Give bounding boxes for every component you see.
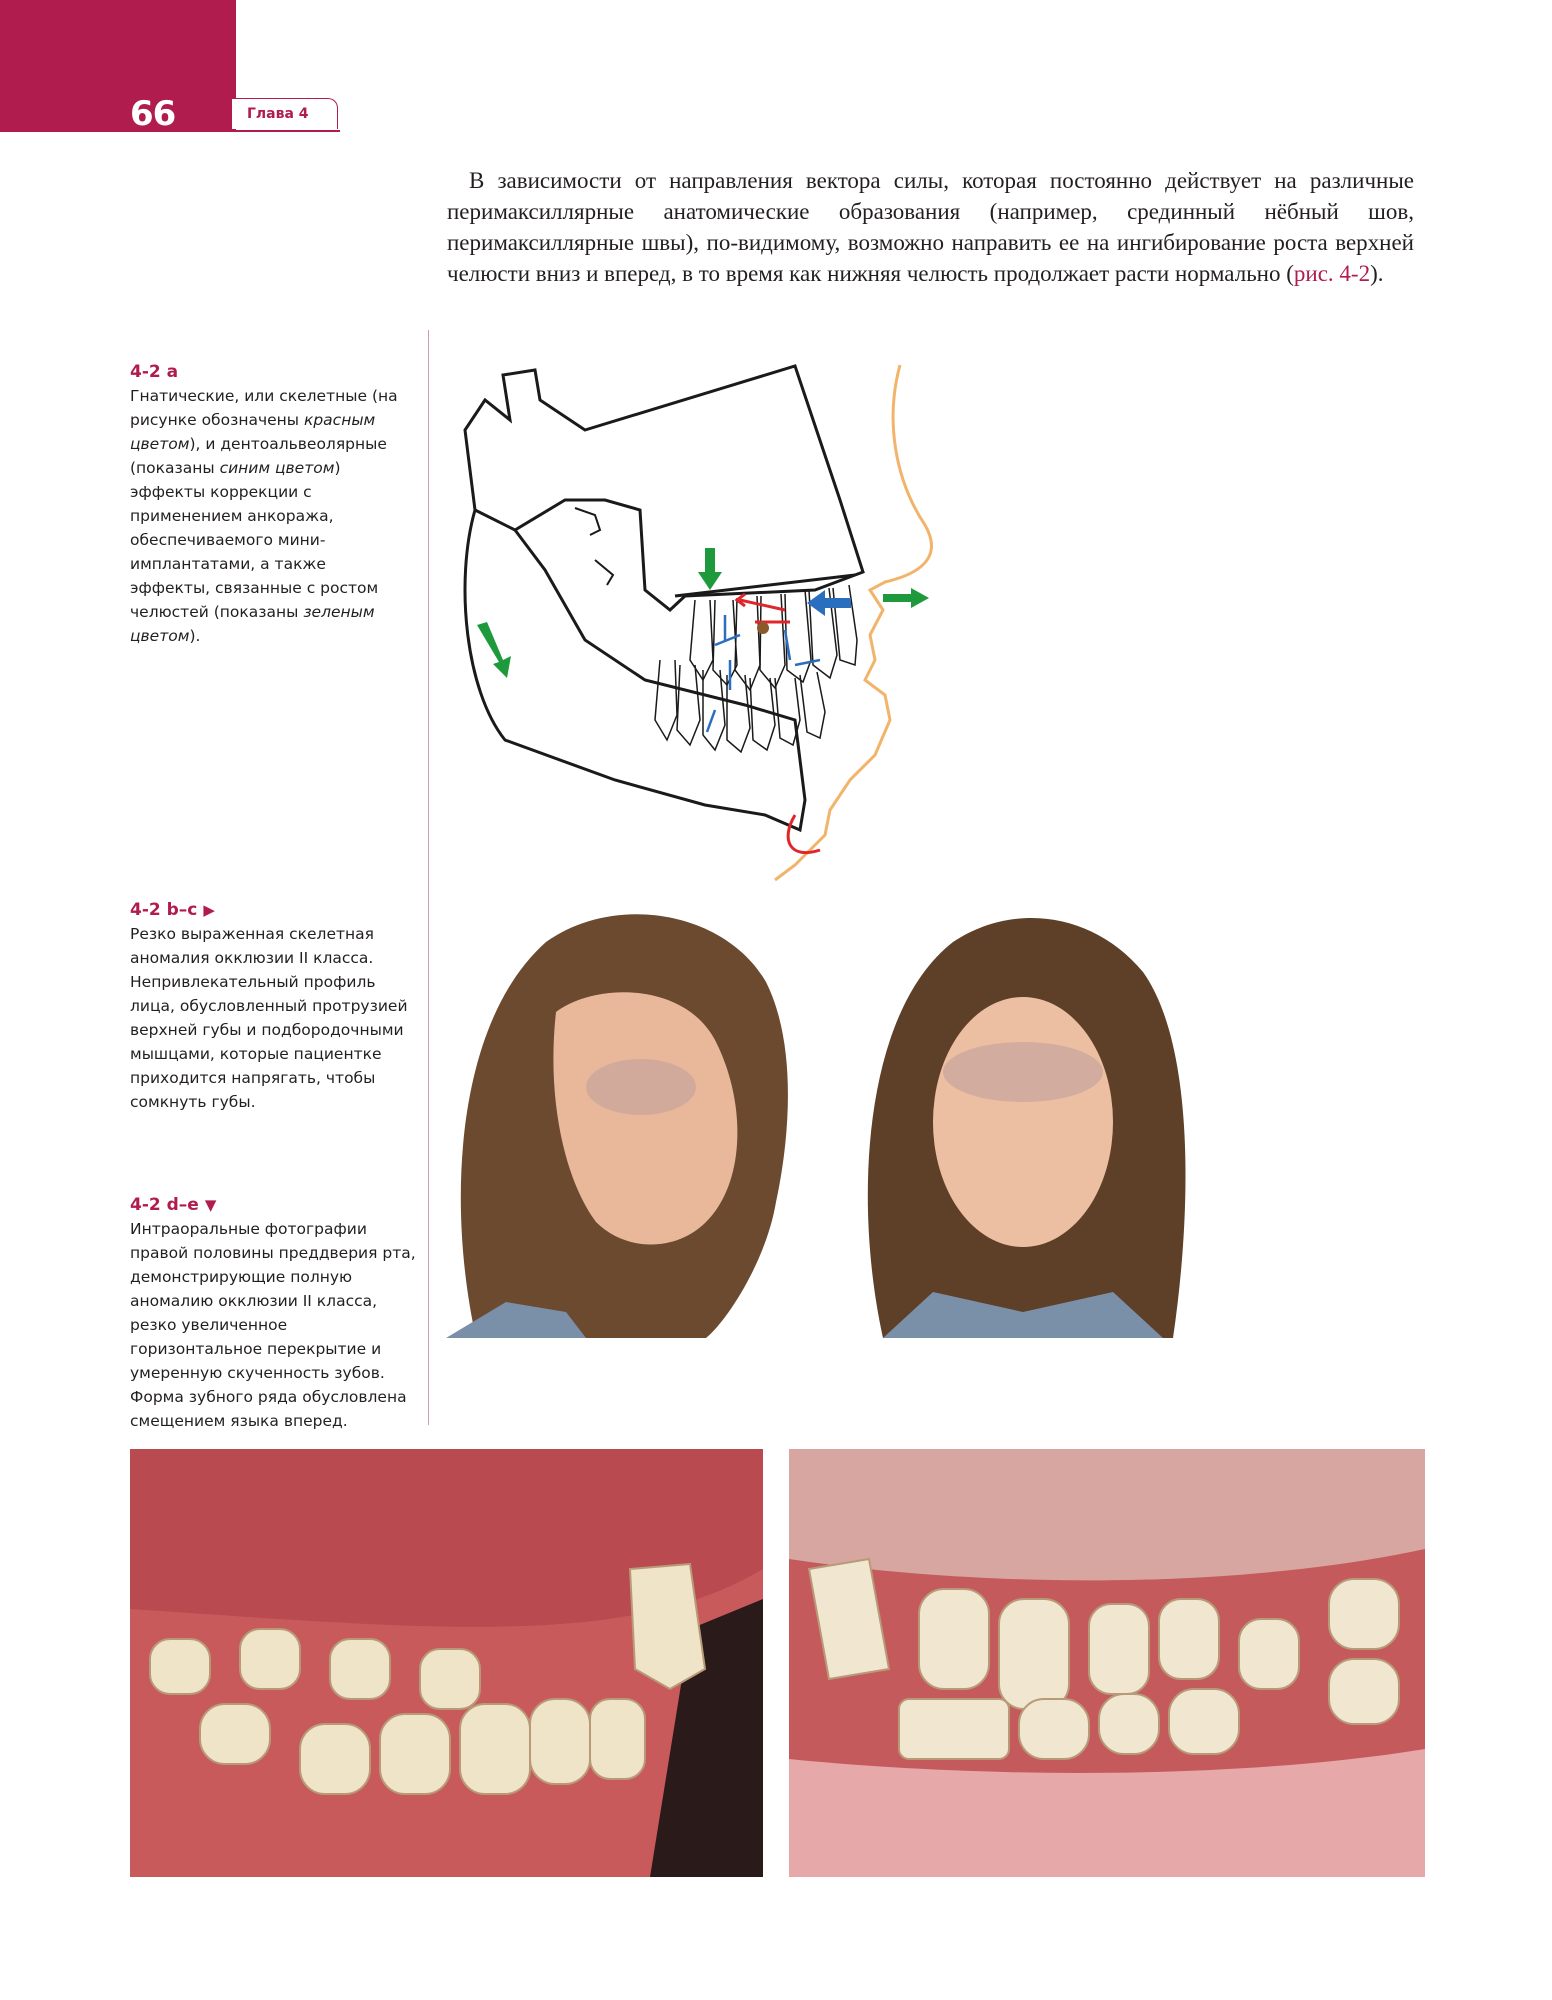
- caption-4-2bc: [130, 898, 410, 1114]
- orbit-detail: [595, 560, 613, 585]
- right-arrow-icon: ▶: [203, 901, 215, 919]
- caption-text-part: ).: [189, 627, 201, 645]
- down-arrow-icon: ▼: [204, 1196, 217, 1214]
- profile-photo: [446, 902, 816, 1338]
- skull-outline: [465, 366, 863, 610]
- caption-label-text: 4-2 d–e: [130, 1195, 199, 1215]
- body-paragraph-text: В зависимости от направления вектора силы, которая постоянно действует на различные перимаксиллярные анатомические образования (например, срединный нёбный шов, перимаксиллярные швы), по-видимому, возможно направить ее на ингибирование роста верхней челюсти вниз и вперед, в то время как нижняя челюсть продолжает расти нормально (: [447, 168, 1414, 286]
- body-paragraph-end: ).: [1370, 261, 1384, 286]
- caption-text-part: ) эффекты коррекции с применением анкоража, обеспечиваемого мини-имплантатами, а также эффекты, связанные с ростом челюстей (показаны: [130, 459, 379, 621]
- caption-label: 4-2 a: [130, 362, 179, 382]
- caption-4-2a: [130, 360, 410, 648]
- suture-detail: [575, 508, 600, 535]
- body-paragraph: [447, 165, 1414, 289]
- header-accent-block: [0, 0, 236, 131]
- caption-text: [130, 384, 410, 648]
- mandible-outline: [465, 510, 805, 830]
- caption-label: [130, 898, 410, 922]
- caption-text: Резко выраженная скелетная аномалия окклюзии II класса. Непривлекательный профиль лица, обусловленный протрузией верхней губы и подбородочными мышцами, которые пациентке приходится напрягать, чтобы сомкнуть губы.: [130, 925, 408, 1111]
- intraoral-photo-side-graphic: [130, 1449, 763, 1877]
- page-number: 66: [130, 94, 176, 134]
- caption-text-part: ), и дентоальвеолярные (показаны: [130, 435, 387, 477]
- caption-emphasis-red: красным цветом: [130, 411, 376, 453]
- figure-reference-link[interactable]: рис. 4-2: [1293, 261, 1371, 286]
- caption-text-part: Гнатические, или скелетные (на рисунке обозначены: [130, 387, 398, 429]
- cephalometric-diagram: [445, 360, 1005, 890]
- intraoral-photo-side: [130, 1449, 763, 1877]
- frontal-photo: [843, 902, 1203, 1338]
- intraoral-photo-front-graphic: [789, 1449, 1425, 1877]
- column-divider: [428, 330, 429, 1425]
- frontal-photo-graphic: [843, 902, 1203, 1338]
- caption-text: Интраоральные фотографии правой половины преддверия рта, демонстрирующие полную аномалию окклюзии II класса, резко увеличенное горизонтальное перекрытие и умеренную скученность зубов. Форма зубного ряда обусловлена смещением языка вперед.: [130, 1220, 416, 1430]
- dentoalveolar-effect-arrows: [707, 590, 851, 732]
- skull-drawing: [445, 360, 1005, 890]
- intraoral-photo-front: [789, 1449, 1425, 1877]
- soft-tissue-profile: [775, 365, 931, 880]
- caption-label: [130, 1193, 420, 1217]
- profile-photo-graphic: [446, 902, 816, 1338]
- chapter-label: Глава 4: [232, 98, 338, 129]
- teeth-drawing: [655, 585, 857, 752]
- caption-4-2de: [130, 1193, 420, 1433]
- caption-emphasis-blue: синим цветом: [219, 459, 335, 477]
- caption-label-text: 4-2 b–c: [130, 900, 198, 920]
- caption-emphasis-green: зеленым цветом: [130, 603, 375, 645]
